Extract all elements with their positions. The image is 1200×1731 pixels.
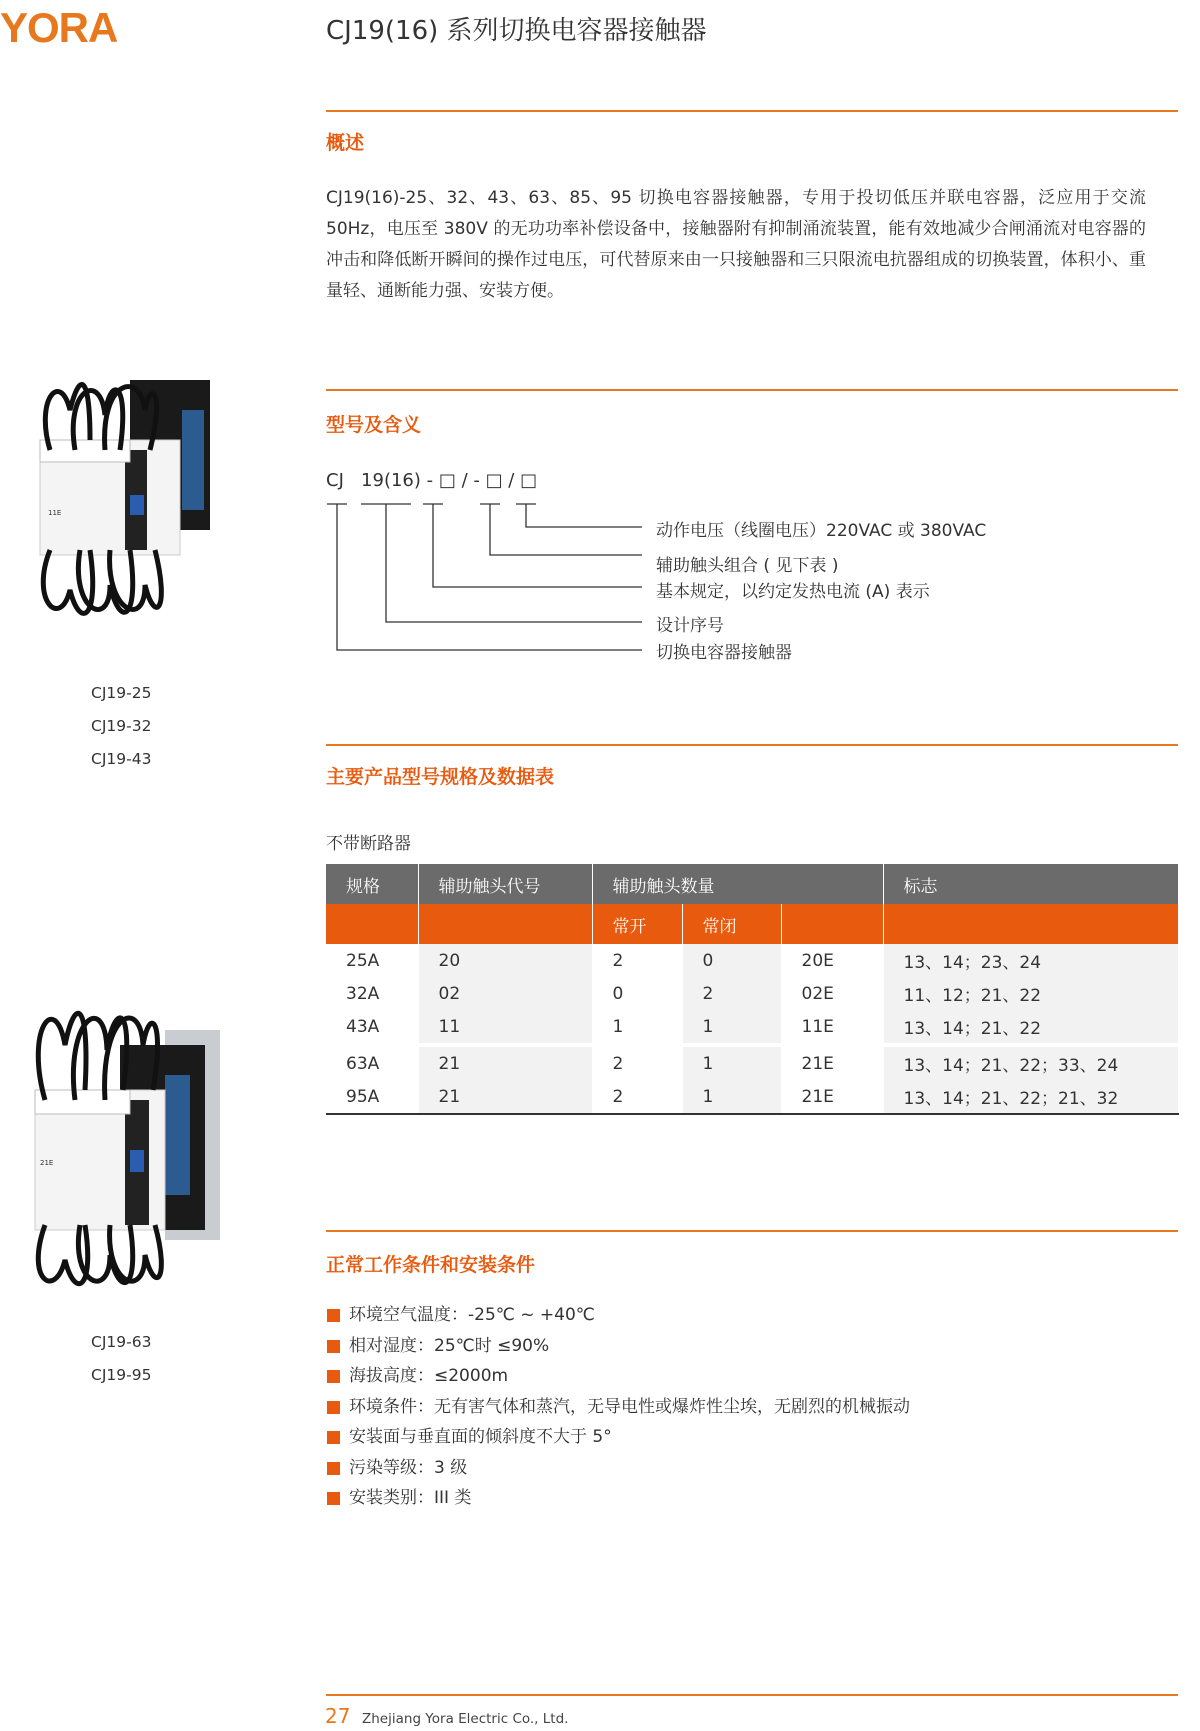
list-item	[326, 1300, 910, 1331]
table-cell: 21	[418, 1080, 592, 1114]
overview-paragraph: CJ19(16)-25、32、43、63、85、95 切换电容器接触器，专用于投切低压并联电容器，泛应用于交流 50Hz，电压至 380V 的无功功率补偿设备中，接触器附有抑制涌流装置，能有效地减少合闸涌流对电容器的冲击和降低断开瞬间的操作过电压，可代替原来由一只接触器和三只限流电抗器组成的切换装置，体积小、重量轻、通断能力强、安装方便。	[326, 188, 1146, 301]
company-name: Zhejiang Yora Electric Co., Ltd.	[362, 1711, 569, 1727]
list-item	[326, 1483, 910, 1514]
list-item	[326, 1392, 910, 1423]
list-item	[326, 1422, 910, 1453]
brand-logo: YORA	[0, 4, 118, 51]
table-cell: 1	[682, 1010, 781, 1045]
model-legend-label: 辅助触头组合 ( 见下表 )	[656, 556, 839, 576]
table-cell: 25A	[326, 944, 418, 977]
list-item-text: 海拔高度：≤2000m	[349, 1366, 509, 1386]
header-aux-code: 辅助触头代号	[418, 864, 592, 904]
bullet-square-icon	[327, 1431, 340, 1444]
table-cell: 2	[592, 944, 682, 977]
list-item-text: 环境空气温度：-25℃ ~ +40℃	[349, 1305, 595, 1325]
bullet-square-icon	[327, 1309, 340, 1322]
header-empty	[326, 904, 418, 944]
list-item-text: 安装面与垂直面的倾斜度不大于 5°	[349, 1427, 612, 1447]
table-cell: 43A	[326, 1010, 418, 1045]
product-caption: CJ19-95	[91, 1366, 152, 1384]
bullet-square-icon	[327, 1492, 340, 1505]
table-cell: 21E	[781, 1045, 883, 1080]
table-cell: 20	[418, 944, 592, 977]
table-row	[326, 1080, 1178, 1114]
overview-heading: 概述	[326, 132, 365, 154]
list-item	[326, 1331, 910, 1362]
spec-table-heading: 主要产品型号规格及数据表	[326, 766, 555, 788]
list-item-text: 污染等级：3 级	[349, 1457, 468, 1478]
table-row	[326, 1045, 1178, 1080]
model-legend-label: 切换电容器接触器	[656, 643, 792, 663]
table-cell: 20E	[781, 944, 883, 977]
header-nc: 常闭	[682, 904, 781, 944]
bullet-square-icon	[327, 1340, 340, 1353]
header-spec: 规格	[326, 864, 418, 904]
list-item	[326, 1361, 910, 1392]
table-row	[326, 1010, 1178, 1045]
header-no: 常开	[592, 904, 682, 944]
section-divider	[326, 389, 1178, 391]
table-cell: 02	[418, 977, 592, 1010]
list-item-text: 相对湿度：25℃时 ≤90%	[349, 1335, 550, 1356]
list-item-text: 安装类别：III 类	[349, 1488, 472, 1508]
table-cell: 2	[592, 1045, 682, 1080]
product-caption: CJ19-32	[91, 717, 152, 735]
header-aux-count: 辅助触头数量	[592, 864, 883, 904]
header-mark: 标志	[883, 864, 1178, 904]
table-cell: 21	[418, 1045, 592, 1080]
model-legend-label: 设计序号	[656, 616, 724, 636]
table-cell: 0	[592, 977, 682, 1010]
table-cell: 11、12；21、22	[883, 977, 1178, 1010]
product-caption: CJ19-63	[91, 1333, 152, 1351]
product-caption: CJ19-43	[91, 750, 152, 768]
svg-text:11E: 11E	[48, 509, 62, 517]
table-cell: 0	[682, 944, 781, 977]
table-cell: 32A	[326, 977, 418, 1010]
page-title: CJ19(16) 系列切换电容器接触器	[326, 16, 707, 46]
bullet-square-icon	[327, 1370, 340, 1383]
table-cell: 11	[418, 1010, 592, 1045]
model-bracket-diagram	[326, 500, 656, 660]
spec-table-subtitle: 不带断路器	[326, 834, 411, 854]
table-cell: 13、14；21、22	[883, 1010, 1178, 1045]
table-cell: 1	[682, 1045, 781, 1080]
table-cell: 63A	[326, 1045, 418, 1080]
spec-table	[326, 864, 1178, 1115]
model-legend-label: 动作电压（线圈电压）220VAC 或 380VAC	[656, 521, 987, 541]
product-caption: CJ19-25	[91, 684, 152, 702]
table-cell: 2	[592, 1080, 682, 1114]
table-cell: 13、14；21、22；21、32	[883, 1080, 1178, 1114]
section-divider	[326, 744, 1178, 746]
svg-text:21E: 21E	[40, 1159, 54, 1167]
section-divider	[326, 110, 1178, 112]
header-empty	[781, 904, 883, 944]
contactor-image-large	[25, 990, 225, 1300]
model-legend-label: 基本规定，以约定发热电流 (A) 表示	[656, 582, 930, 602]
bullet-square-icon	[327, 1462, 340, 1475]
table-cell: 11E	[781, 1010, 883, 1045]
conditions-list	[326, 1300, 910, 1514]
table-cell: 02E	[781, 977, 883, 1010]
header-empty	[418, 904, 592, 944]
model-code: CJ 19(16) - □ / - □ / □	[326, 470, 538, 491]
table-cell: 13、14；21、22；33、24	[883, 1045, 1178, 1080]
footer-divider	[326, 1694, 1178, 1696]
table-cell: 1	[682, 1080, 781, 1114]
table-cell: 1	[592, 1010, 682, 1045]
list-item	[326, 1453, 910, 1484]
table-cell: 21E	[781, 1080, 883, 1114]
model-meaning-heading: 型号及含义	[326, 414, 422, 436]
contactor-image-small	[30, 370, 220, 630]
table-cell: 2	[682, 977, 781, 1010]
list-item-text: 环境条件：无有害气体和蒸汽，无导电性或爆炸性尘埃，无剧烈的机械振动	[349, 1396, 910, 1417]
table-row	[326, 944, 1178, 977]
section-divider	[326, 1230, 1178, 1232]
table-cell: 95A	[326, 1080, 418, 1114]
header-empty	[883, 904, 1178, 944]
table-row	[326, 977, 1178, 1010]
conditions-heading: 正常工作条件和安装条件	[326, 1254, 536, 1276]
page-number: 27	[325, 1704, 351, 1728]
table-cell: 13、14；23、24	[883, 944, 1178, 977]
bullet-square-icon	[327, 1401, 340, 1414]
